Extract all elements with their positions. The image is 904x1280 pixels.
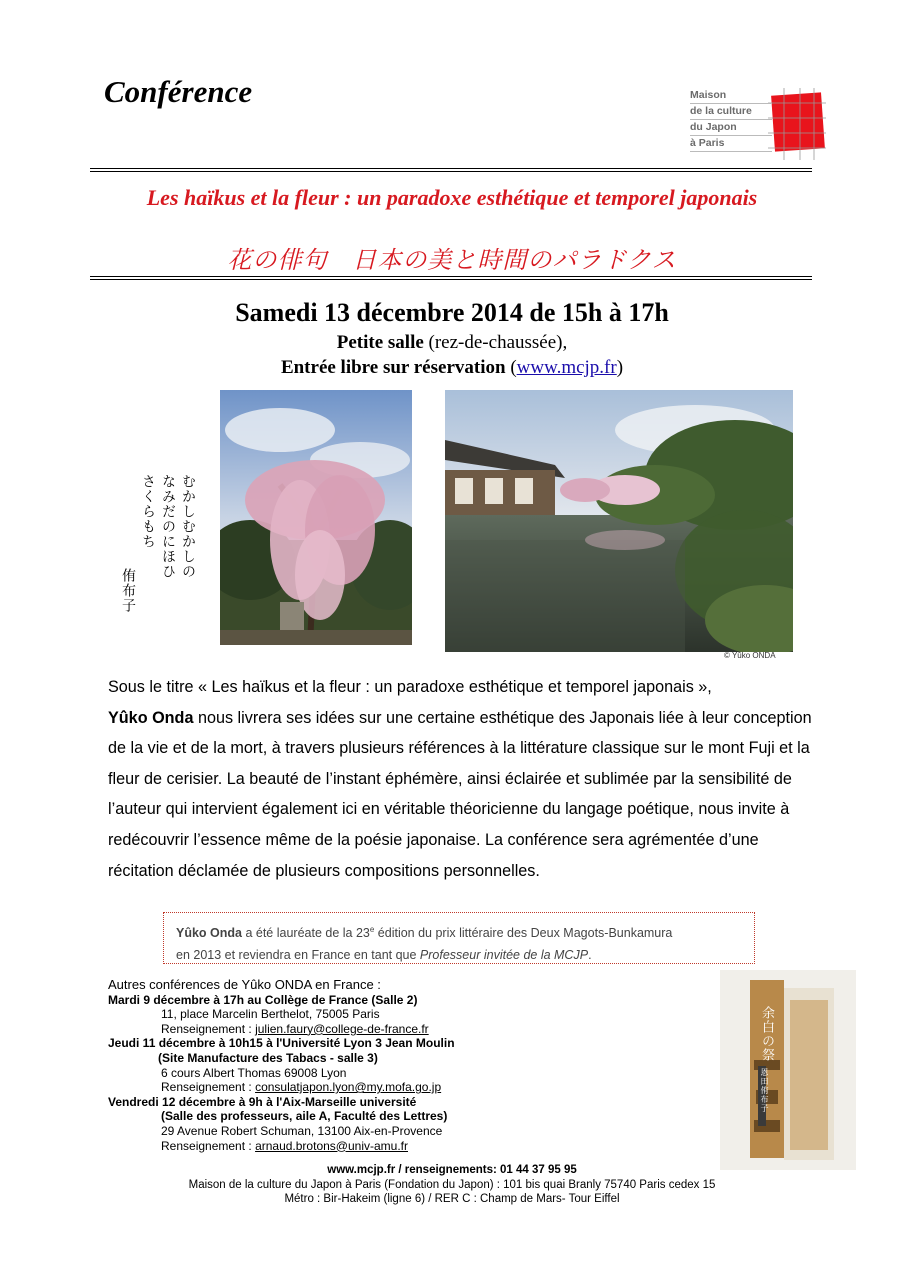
logo-text	[690, 88, 772, 152]
note-period: .	[588, 948, 592, 963]
note-text-1: a été lauréate de la 23	[241, 926, 370, 941]
divider-middle	[90, 276, 812, 280]
book-author: 恩田侑布子	[760, 1068, 769, 1113]
room-name: Petite salle	[336, 332, 424, 353]
logo-line: à Paris	[690, 136, 772, 152]
entry-paren-open: (	[505, 357, 517, 378]
conference-3-address: 29 Avenue Robert Schuman, 13100 Aix-en-Provence	[161, 1123, 443, 1138]
logo-grid	[768, 88, 826, 160]
speaker-name: Yûko Onda	[108, 708, 194, 727]
other-conferences	[108, 978, 708, 1153]
book-illustration	[720, 970, 856, 1170]
description-body: nous livrera ses idées sur une certaine esthétique des Japonais liée à leur conception de la vie et de la mort, à travers plusieurs références à la littérature classique sur le mont Fuji et la fleur de cerisier. La beauté de l’instant éphémère, ainsi éclairée et sublimée par la sensibilité de l’auteur qui intervient également ici en véritable théoricienne du langage poétique, nous invite à redécouvrir l’essence même de la poésie japonaise. La conférence sera agrémentée d’une récitation déclamée de plusieurs compositions personnelles.	[108, 708, 812, 880]
footer-address: Maison de la culture du Japon à Paris (Fondation du Japon) : 101 bis quai Branly 75740 Paris cedex 15	[188, 1178, 716, 1191]
website-link[interactable]: www.mcjp.fr	[516, 357, 617, 378]
info-label: Renseignement :	[161, 1080, 256, 1095]
event-room	[0, 332, 904, 354]
subtitle-japanese: 花の俳句 日本の美と時間のパラドクス	[227, 246, 677, 274]
info-label: Renseignement :	[161, 1138, 256, 1153]
book-cover-image	[720, 970, 856, 1170]
conference-2-address: 6 cours Albert Thomas 69008 Lyon	[161, 1065, 347, 1080]
note-text-2: édition du prix littéraire des Deux Magots-Bunkamura	[374, 926, 673, 941]
conference-3-info	[108, 1139, 708, 1154]
note-name: Yûko Onda	[176, 926, 242, 941]
photo-credit: © Yûko ONDA	[724, 651, 776, 660]
poem-author: 侑布子	[120, 568, 136, 613]
note-title: Professeur invitée de la MCJP	[419, 948, 589, 963]
logo-line: du Japon	[690, 120, 772, 136]
poem-column-3: さくらもち	[140, 474, 156, 549]
description-intro: Sous le titre « Les haïkus et la fleur : un paradoxe esthétique et temporel japonais »,	[108, 678, 712, 696]
conference-1-email[interactable]: julien.faury@college-de-france.fr	[255, 1021, 429, 1036]
poem-column-2: なみだのにほひ	[160, 474, 176, 579]
note-text-3: en 2013 et reviendra en France en tant que	[176, 948, 420, 963]
footer-metro: Métro : Bir-Hakeim (ligne 6) / RER C : Champ de Mars- Tour Eiffel	[284, 1193, 620, 1205]
conference-2-venue: (Site Manufacture des Tabacs - salle 3)	[158, 1050, 378, 1065]
pond-pavilion-photo	[445, 390, 793, 652]
footer-contact: www.mcjp.fr / renseignements: 01 44 37 95 95	[327, 1164, 577, 1176]
event-date: Samedi 13 décembre 2014 de 15h à 17h	[235, 298, 669, 327]
mcjp-logo	[690, 88, 830, 160]
footer	[0, 1163, 904, 1207]
page-title: Conférence	[104, 74, 253, 109]
conference-3-title: Vendredi 12 décembre à 9h à l'Aix-Marseille université	[108, 1094, 417, 1109]
info-label: Renseignement :	[161, 1021, 256, 1036]
conference-1-info	[108, 1022, 708, 1037]
conference-2-info	[108, 1080, 708, 1095]
poem-column-1: むかしむかしの	[180, 474, 196, 579]
entry-paren-close: )	[616, 357, 624, 378]
note-sup: e	[369, 925, 375, 934]
event-entry	[0, 357, 904, 379]
conference-3-email[interactable]: arnaud.brotons@univ-amu.fr	[255, 1138, 408, 1153]
description-paragraph	[108, 672, 824, 886]
others-heading: Autres conférences de Yûko ONDA en France :	[108, 977, 381, 992]
conference-2-email[interactable]: consulatjapon.lyon@my.mofa.go.jp	[255, 1080, 442, 1095]
conference-1-title: Mardi 9 décembre à 17h au Collège de France (Salle 2)	[108, 992, 418, 1007]
conference-1-address: 11, place Marcelin Berthelot, 75005 Paris	[161, 1007, 380, 1022]
conference-2-title: Jeudi 11 décembre à 10h15 à l'Université Lyon 3 Jean Moulin	[108, 1036, 455, 1051]
award-note-box	[163, 912, 755, 964]
subtitle-french: Les haïkus et la fleur : un paradoxe esthétique et temporel japonais	[146, 185, 758, 210]
logo-line: Maison	[690, 88, 772, 104]
room-detail: (rez-de-chaussée),	[423, 332, 568, 353]
logo-line: de la culture	[690, 104, 772, 120]
divider-top	[90, 168, 812, 172]
book-title: 余白の祭	[759, 1006, 774, 1062]
conference-3-venue: (Salle des professeurs, aile A, Faculté des Lettres)	[161, 1109, 448, 1124]
cherry-tree-photo	[220, 390, 412, 645]
entry-label: Entrée libre sur réservation	[280, 357, 506, 378]
